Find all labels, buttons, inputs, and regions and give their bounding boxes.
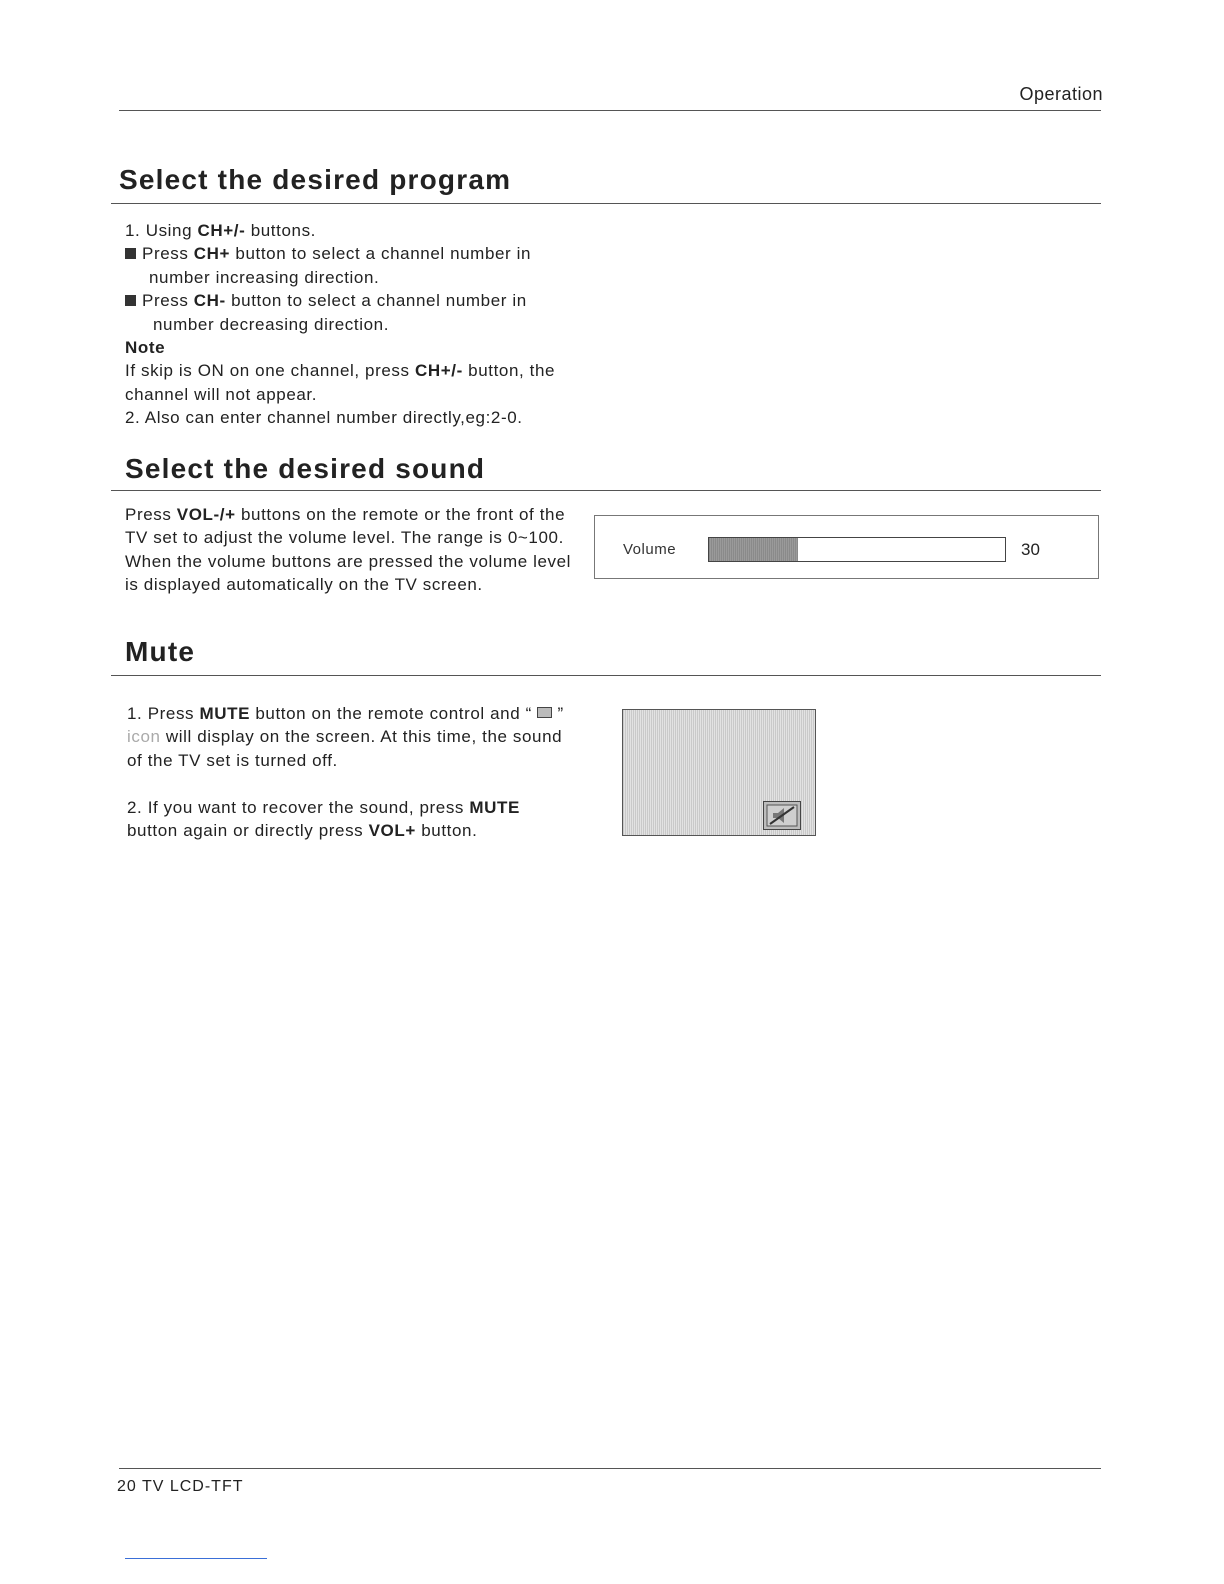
- sound-line-3: When the volume buttons are pressed the volume level: [125, 551, 572, 571]
- volume-value: 30: [1021, 540, 1040, 559]
- sound-line-1: Press VOL-/+ buttons on the remote or the front of the: [125, 505, 566, 524]
- note-text-cont: channel will not appear.: [125, 384, 318, 404]
- sound-line-2: TV set to adjust the volume level. The range is 0~100.: [125, 528, 564, 548]
- volume-bar-fill: [709, 538, 798, 561]
- program-bullet-ch-plus-cont: number increasing direction.: [149, 267, 380, 287]
- program-section-divider: [111, 203, 1101, 204]
- program-step-2: 2. Also can enter channel number directly,eg:2-0.: [125, 408, 523, 428]
- page-footer: 20 TV LCD-TFT: [117, 1478, 244, 1495]
- note-text: If skip is ON on one channel, press CH+/- button, the: [125, 361, 556, 381]
- section-header-label: Operation: [1019, 84, 1103, 104]
- program-bullet-ch-plus: Press CH+ button to select a channel number in: [125, 242, 585, 265]
- volume-osd-panel: [594, 515, 1099, 579]
- mute-step-1-cont2: of the TV set is turned off.: [127, 750, 338, 770]
- bullet-square-icon: [125, 248, 136, 259]
- sound-section-divider: [111, 490, 1101, 491]
- program-bullet-ch-minus: Press CH- button to select a channel number in: [125, 289, 585, 312]
- mute-step-2-cont: button again or directly press VOL+ button.: [127, 821, 478, 841]
- footer-divider: [119, 1468, 1101, 1469]
- note-label: Note: [125, 338, 166, 358]
- sound-section-title: Select the desired sound: [125, 453, 486, 484]
- volume-bar: [708, 537, 1006, 562]
- volume-label: Volume: [623, 541, 677, 558]
- mute-step-2: 2. If you want to recover the sound, press MUTE: [127, 797, 520, 817]
- sound-section-body: [125, 503, 590, 597]
- mute-section-title: Mute: [125, 636, 196, 667]
- program-step-1: 1. Using CH+/- buttons.: [125, 221, 316, 240]
- program-section-title: Select the desired program: [119, 164, 512, 195]
- mute-icon: [763, 801, 801, 830]
- header-divider: [119, 110, 1101, 111]
- program-section-body: [125, 219, 585, 430]
- sound-line-4: is displayed automatically on the TV screen.: [125, 575, 483, 595]
- bullet-square-icon: [125, 295, 136, 306]
- mute-step-1-cont: icon will display on the screen. At this time, the sound: [127, 727, 563, 747]
- bottom-underline: [125, 1558, 267, 1559]
- mute-section-divider: [111, 675, 1101, 676]
- tv-screen-illustration: [622, 709, 816, 836]
- mute-inline-icon: [537, 707, 552, 718]
- program-bullet-ch-minus-cont: number decreasing direction.: [153, 314, 390, 334]
- mute-section-body: [127, 702, 597, 842]
- mute-step-1: 1. Press MUTE button on the remote control and “ ”: [127, 704, 564, 723]
